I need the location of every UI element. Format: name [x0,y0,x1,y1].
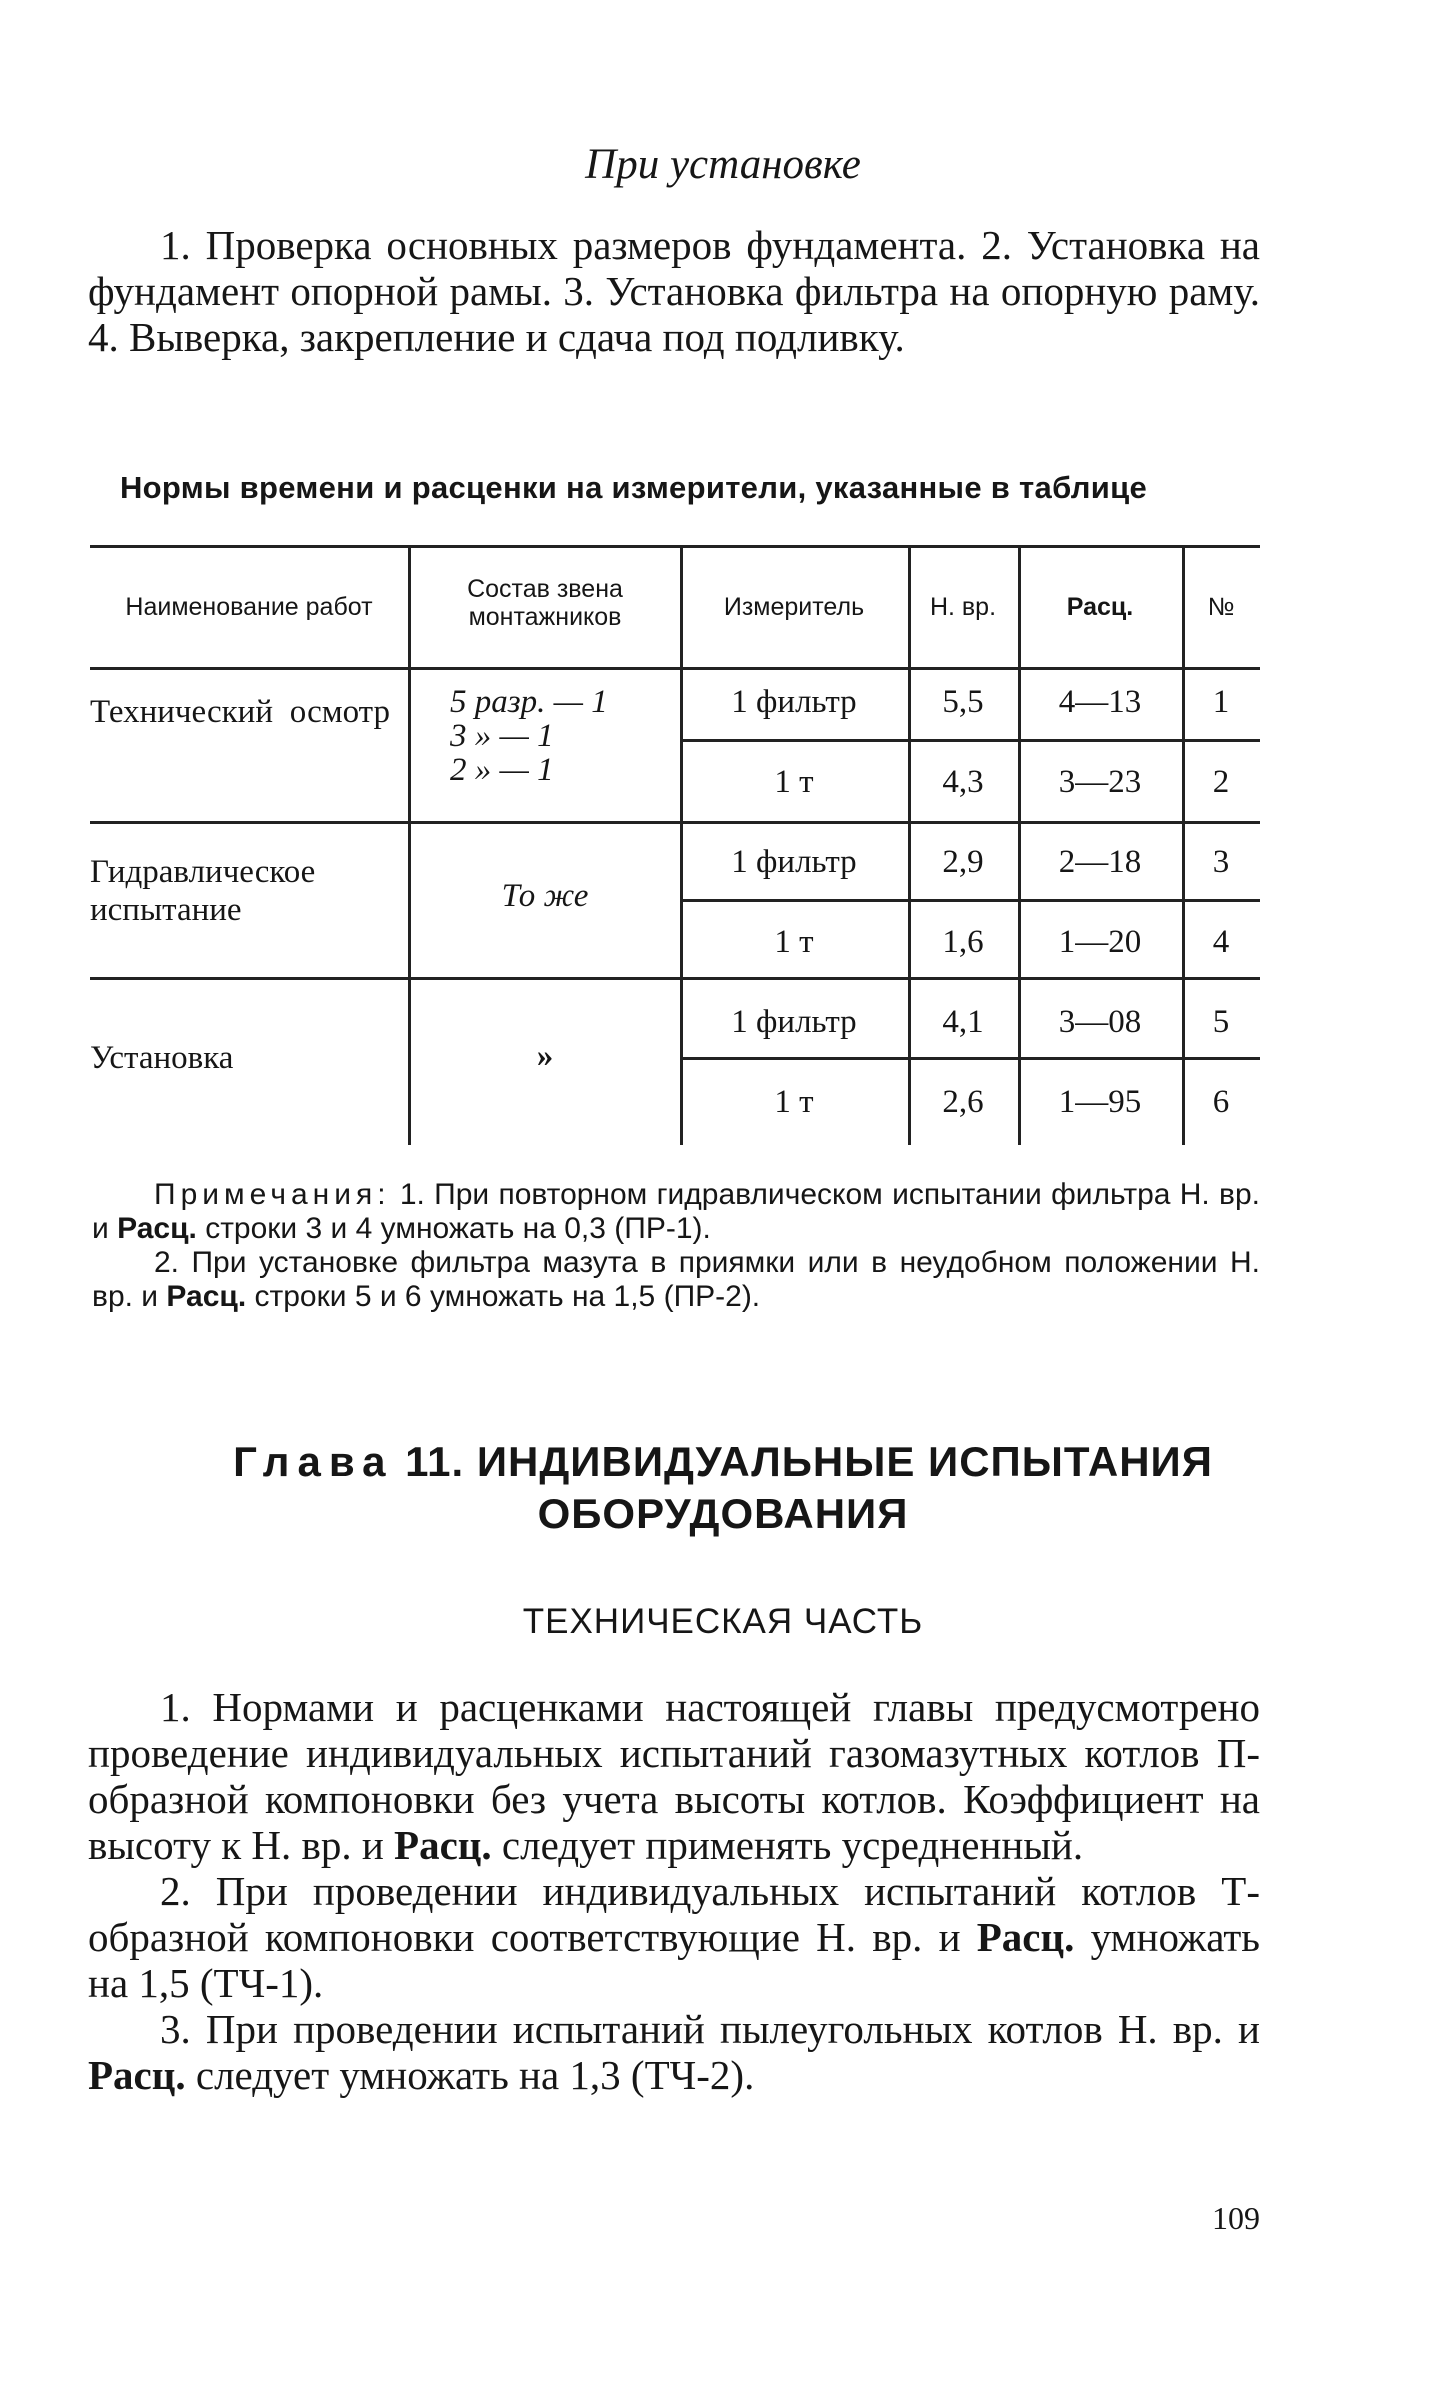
p2-bold: Расц. [976,1914,1075,1960]
install-steps-paragraph [88,222,1260,360]
group-rule [90,821,1260,824]
chapter-title-line-1 [0,1436,1446,1488]
header-work-name: Наименование работ [125,593,373,621]
work-name: Гидравлическое испытание [90,854,316,928]
rate-cell: 3—23 [1058,764,1142,800]
crew-line: 2 » — 1 [450,752,554,788]
unit-cell: 1 фильтр [731,684,857,720]
section-title: ТЕХНИЧЕСКАЯ ЧАСТЬ [522,1602,924,1641]
header-bottom-rule [90,667,1260,670]
note-1-bold: Расц. [117,1212,197,1245]
body-paragraph-1 [88,1684,1260,1868]
body-paragraph-3 [88,2006,1260,2098]
crew-cell [450,685,670,787]
p1-text: 1. Нормами и расценками настоящей главы предусмотрено проведение индивидуальных испытаний газомазутных котлов П-образной компоновки без учета высоты котлов. Коэффициент на высоту к Н. вр. и [88,1684,1260,1868]
note-2-bold: Расц. [166,1280,247,1313]
note-2-tail: строки 5 и 6 умножать на 1,5 (ПР-2). [246,1280,761,1313]
norm-cell: 5,5 [942,684,984,720]
table-top-rule [90,545,1260,548]
row-number-cell: 6 [1212,1084,1230,1120]
unit-cell: 1 т [774,1084,814,1120]
notes-label: Примечания: [154,1178,391,1211]
row-number-cell: 2 [1212,764,1230,800]
row-number-cell: 4 [1212,924,1230,960]
unit-cell: 1 т [774,764,814,800]
group-rule [90,977,1260,980]
chapter-heading [0,1436,1446,1540]
crew-line: 5 разр. — 1 [450,684,608,720]
table-caption: Нормы времени и расценки на измерители, указанные в таблице [120,470,1148,505]
note-1 [92,1178,1260,1246]
header-crew: Состав звена монтажников [467,575,623,631]
row-number-cell: 1 [1212,684,1230,720]
install-steps-text: 1. Проверка основных размеров фундамента. 2. Установка на фундамент опорной рамы. 3. Установка фильтра на опорную раму. 4. Выверка, закрепление и сдача под подливку. [88,222,1260,360]
work-name-cell [90,1039,400,1077]
row-number-cell: 5 [1212,1004,1230,1040]
row-rule [680,739,1260,742]
work-name: Установка [90,1040,234,1076]
note-2-text: 2. При установке фильтра мазута в приямки или в неудобном положении Н. вр. и [92,1246,1260,1313]
subsection-heading: При установке [585,141,861,188]
note-1-text: 1. При повторном гидравлическом испытании фильтра Н. вр. и [92,1178,1260,1245]
chapter-title: 11. ИНДИВИДУАЛЬНЫЕ ИСПЫТАНИЯ [405,1438,1213,1485]
header-rate: Расц. [1066,593,1134,621]
work-name: Технический осмотр [90,694,390,730]
norm-cell: 4,3 [942,764,984,800]
crew-cell: То же [501,878,589,914]
note-1-tail: строки 3 и 4 умножать на 0,3 (ПР-1). [196,1212,711,1245]
unit-cell: 1 фильтр [731,1004,857,1040]
norm-cell: 2,6 [942,1084,984,1120]
crew-cell: » [536,1038,554,1074]
p2-text: 2. При проведении индивидуальных испытаний котлов Т-образной компоновки соответствующие Н. вр. и [88,1868,1260,1960]
norm-cell: 1,6 [942,924,984,960]
body-paragraph-2 [88,1868,1260,2006]
work-name-cell [90,853,400,929]
row-rule [680,1057,1260,1060]
rate-cell: 1—20 [1058,924,1142,960]
row-rule [680,899,1260,902]
page-number: 109 [1212,2200,1260,2236]
technical-part-body [88,1684,1260,2098]
table-notes [92,1178,1260,1314]
p3-bold: Расц. [88,2052,186,2098]
p1-bold: Расц. [394,1822,492,1868]
chapter-title-line-2: ОБОРУДОВАНИЯ [537,1490,909,1537]
rate-cell: 2—18 [1058,844,1142,880]
unit-cell: 1 фильтр [731,844,857,880]
header-norm: Н. вр. [929,593,997,621]
norms-table [90,545,1260,1145]
note-2 [92,1246,1260,1314]
header-unit: Измеритель [723,593,865,621]
header-no: № [1207,593,1235,621]
p1-tail: следует применять усредненный. [491,1822,1084,1868]
norm-cell: 4,1 [942,1004,984,1040]
p3-text: 3. При проведении испытаний пылеугольных котлов Н. вр. и [160,2006,1260,2052]
p3-tail: следует умножать на 1,3 (ТЧ-2). [185,2052,755,2098]
rate-cell: 4—13 [1058,684,1142,720]
unit-cell: 1 т [774,924,814,960]
rate-cell: 1—95 [1058,1084,1142,1120]
work-name-cell [90,693,390,731]
rate-cell: 3—08 [1058,1004,1142,1040]
norm-cell: 2,9 [942,844,984,880]
chapter-label: Глава [233,1438,394,1485]
row-number-cell: 3 [1212,844,1230,880]
p2-tail: умножать на 1,5 (ТЧ-1). [88,1914,1261,2006]
crew-line: 3 » — 1 [450,718,554,754]
